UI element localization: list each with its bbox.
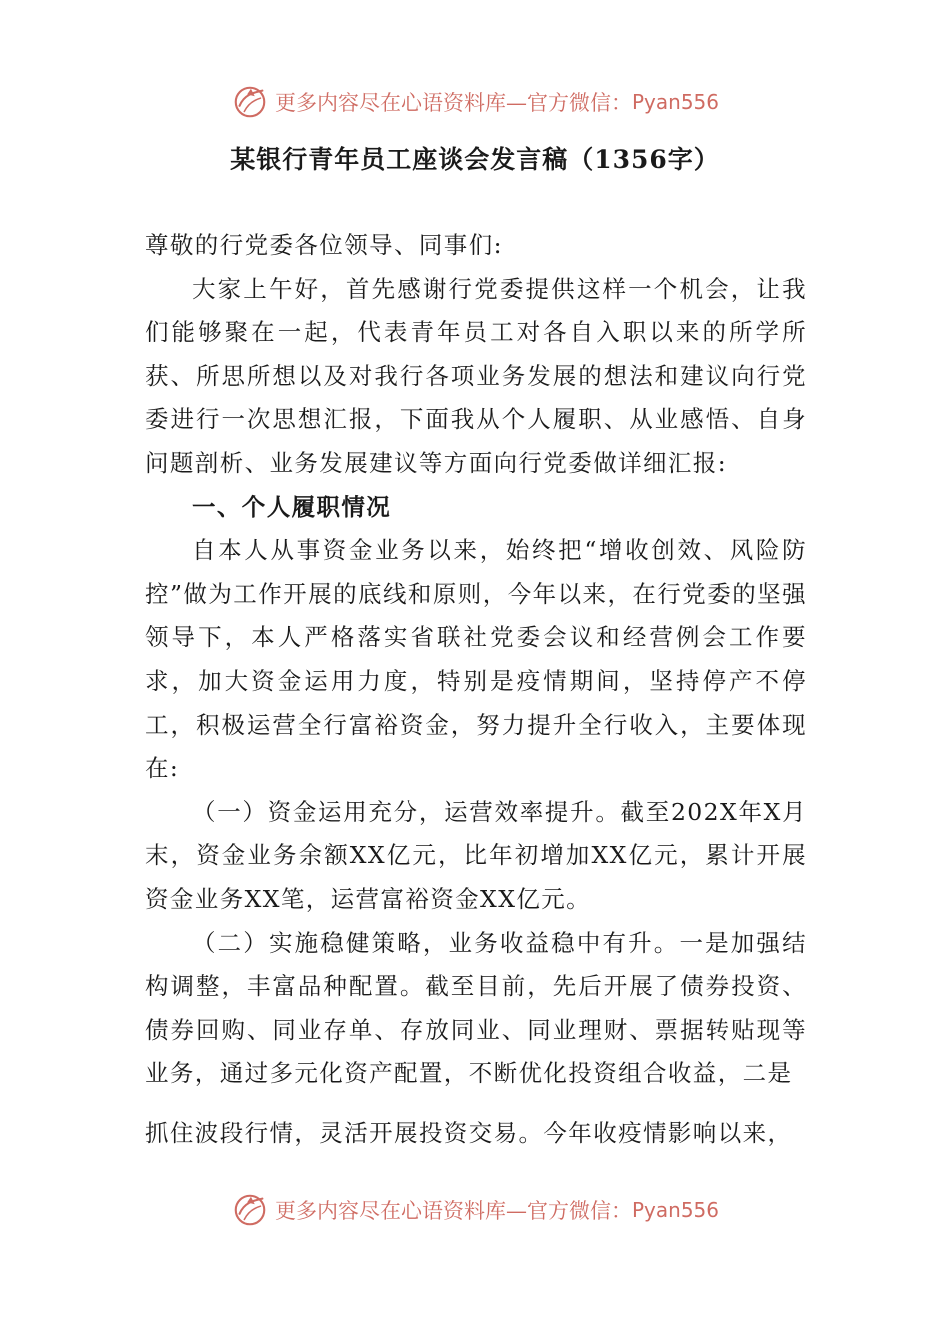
body-paragraph: （一）资金运用充分，运营效率提升。截至202X年X月末，资金业务余额XX亿元，比年初增加XX亿元，累计开展资金业务XX笔，运营富裕资金XX亿元。 xyxy=(145,797,807,913)
watermark-id: Pyan556 xyxy=(631,90,719,114)
header-watermark xyxy=(0,80,950,124)
section-heading: 一、个人履职情况 xyxy=(192,492,392,521)
watermark-text: 更多内容尽在心语资料库—官方微信： xyxy=(274,91,632,115)
logo-icon xyxy=(231,83,269,121)
logo-icon xyxy=(231,1191,269,1229)
body-paragraph: 抓住波段行情，灵活开展投资交易。今年收疫情影响以来， xyxy=(145,1118,793,1147)
greeting-paragraph: 尊敬的行党委各位领导、同事们: xyxy=(145,231,503,259)
body-paragraph: （二）实施稳健策略，业务收益稳中有升。一是加强结构调整，丰富品种配置。截至目前，先后开展了债券投资、债券回购、同业存单、存放同业、同业理财、票据转贴现等业务，通过多元化资产配置，不断优化投资组合收益，二是 xyxy=(145,928,807,1088)
body-paragraph: 自本人从事资金业务以来，始终把“增收创效、风险防控”做为工作开展的底线和原则，今年以来，在行党委的坚强领导下，本人严格落实省联社党委会议和经营例会工作要求，加大资金运用力度，特别是疫情期间，坚持停产不停工，积极运营全行富裕资金，努力提升全行收入，主要体现在: xyxy=(145,536,807,783)
document-title: 某银行青年员工座谈会发言稿（1356字） xyxy=(230,145,720,174)
watermark-id: Pyan556 xyxy=(631,1198,719,1222)
watermark-text: 更多内容尽在心语资料库—官方微信： xyxy=(274,1199,632,1223)
footer-watermark xyxy=(0,1188,950,1232)
intro-paragraph: 大家上午好，首先感谢行党委提供这样一个机会，让我们能够聚在一起，代表青年员工对各自入职以来的所学所获、所思所想以及对我行各项业务发展的想法和建议向行党委进行一次思想汇报，下面我从个人履职、从业感悟、自身问题剖析、业务发展建议等方面向行党委做详细汇报: xyxy=(145,274,807,477)
document-body xyxy=(145,224,807,1155)
